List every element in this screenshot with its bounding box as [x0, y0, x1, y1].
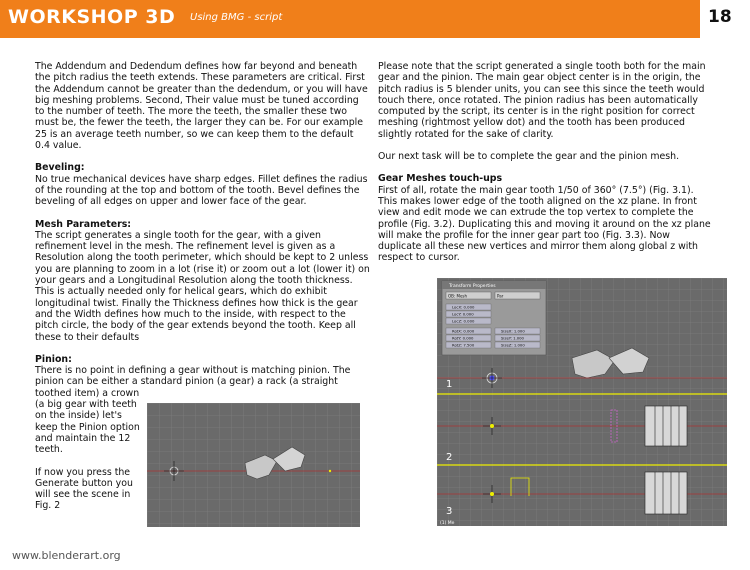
footer-url: www.blenderart.org — [12, 549, 121, 562]
svg-text:SizeZ: 1.000: SizeZ: 1.000 — [501, 342, 525, 348]
panel-label-1: 1 — [446, 379, 453, 390]
loc-fields — [446, 304, 491, 324]
right-column — [378, 61, 715, 264]
tooth-profile-3 — [645, 472, 687, 514]
rot-fields — [446, 328, 491, 348]
heading-pinion: Pinion: — [35, 353, 72, 365]
paragraph-beveling: No true mechanical devices have sharp edges. Fillet defines the radius of the rounding at the top and bottom of the tooth. Bevel defines the beveling of all edges on upper and lower face of the gear. — [35, 173, 368, 208]
header-bar — [0, 0, 700, 38]
figure-generated-teeth — [147, 403, 360, 527]
svg-text:SizeX: 1.000: SizeX: 1.000 — [501, 328, 525, 334]
paragraph-touchups: First of all, rotate the main gear tooth 1/50 of 360° (7.5°) (Fig. 3.1). This makes lower edge of the tooth aligned on the xz plane. In front view and edit mode we can extrude the top vertex to complete the profile (Fig. 3.2). Duplicating this and moving it around on the xz plane will make the profile for the inner gear part too (Fig. 3.3). Now duplicate all these new vertices and mirror them along global z with respect to cursor. — [378, 184, 711, 264]
svg-text:SizeY: 1.000: SizeY: 1.000 — [501, 335, 524, 341]
paragraph-addendum: The Addendum and Dedendum defines how far beyond and beneath the pitch radius the teeth extends. These parameters are critical. First the Addendum cannot be greater than the dedendum, or you will have big meshing problems. Second, Their value must be tuned according to the number of teeth. The more the teeth, the smaller these two must be, the fewer the teeth, the larger they can be. For our example 25 is an average teeth number, so we can keep them to the default 0.4 value. — [35, 61, 368, 152]
svg-text:RotY: 0.000: RotY: 0.000 — [452, 335, 474, 341]
paragraph-single-tooth: Please note that the script generated a single tooth both for the main gear and the pinion. The main gear object center is in the origin, the pitch radius is 5 blender units, you can see this since the teeth would touch there, once rotated. The pinion radius has been automatically computed by the script, its center is in the right position for correct meshing (rightmost yellow dot) and the tooth has been produced slightly rotated for the sake of clarity. — [378, 61, 706, 140]
svg-text:RotZ: 7.500: RotZ: 7.500 — [452, 342, 475, 348]
svg-text:RotX: 0.000: RotX: 0.000 — [452, 328, 475, 334]
panel-title: Transform Properties — [449, 284, 496, 289]
paragraph-pinion: There is no point in defining a gear without is matching pinion. The pinion can be either a standard pinion (a gear) a rack (a straight — [35, 365, 351, 388]
heading-beveling: Beveling: — [35, 162, 85, 174]
svg-text:LocX: 0.000: LocX: 0.000 — [452, 304, 475, 310]
paragraph-pinion-continued: toothed item) a crown (a big gear with teeth on the inside) let's keep the Pinion option and maintain the 12 teeth. — [35, 387, 140, 456]
paragraph-generate: If now you press the Generate button you will see the scene in Fig. 2 — [35, 466, 133, 512]
viewport-status: (1) Me — [440, 521, 455, 526]
blender-viewports-image — [437, 278, 727, 526]
figure-touchups-panels — [437, 278, 727, 526]
ob-field: OB: Mesh — [448, 293, 468, 299]
panel-label-2: 2 — [446, 452, 453, 463]
par-field: Par — [497, 293, 504, 299]
header-title: WORKSHOP 3D — [8, 6, 176, 28]
page-number: 18 — [708, 7, 732, 27]
heading-gear-meshes: Gear Meshes touch-ups — [378, 173, 503, 185]
panel-label-3: 3 — [446, 506, 453, 517]
heading-mesh-parameters: Mesh Parameters: — [35, 218, 132, 230]
svg-text:LocZ: 0.000: LocZ: 0.000 — [452, 318, 475, 324]
paragraph-next-task: Our next task will be to complete the gear and the pinion mesh. — [378, 151, 680, 163]
svg-text:LocY: 0.000: LocY: 0.000 — [452, 311, 474, 317]
header-subtitle: Using BMG - script — [190, 12, 283, 23]
size-fields — [495, 328, 540, 348]
viewport-grid-image — [147, 403, 360, 527]
paragraph-mesh-parameters: The script generates a single tooth for the gear, with a given refinement level in the mesh. The refinement level is given as a Resolution along the tooth perimeter, which should be kept to 2 unless you are planning to zoom in a lot (rise it) or zoom out a lot (lower it) on your gears and a Longitudinal Resolution along the tooth thickness. This is actually needed only for helical gears, which do exhibit longitudinal twist. Finally the Thickness defines how thick is the gear and the Width defines how much to the inside, with respect to the pitch circle, the body of the gear extends beyond the tooth. Keep all these to their defaults — [35, 229, 370, 343]
transform-properties-panel — [442, 281, 546, 355]
